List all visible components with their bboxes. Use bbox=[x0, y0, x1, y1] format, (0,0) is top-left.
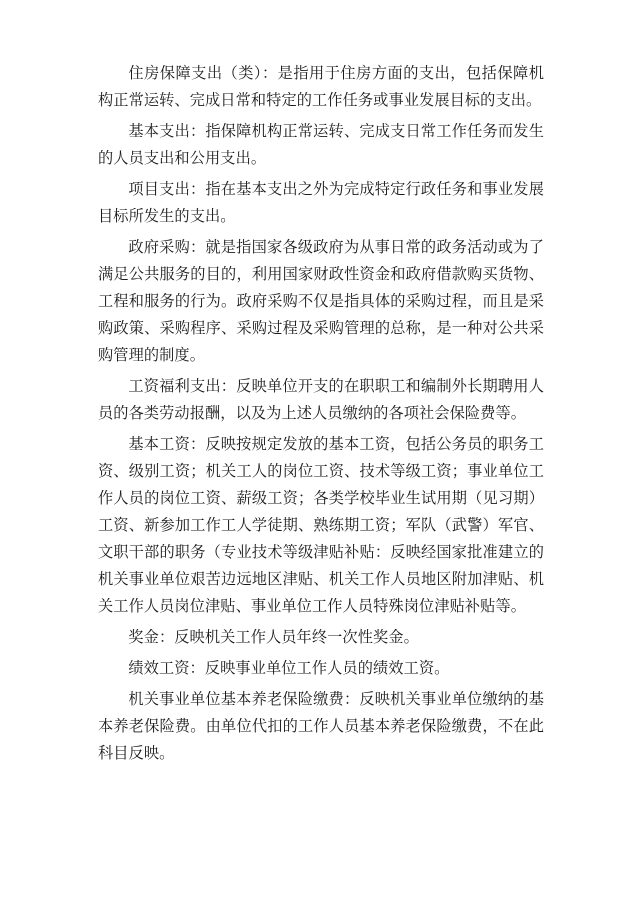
paragraph-performance-salary: 绩效工资：反映事业单位工作人员的绩效工资。 bbox=[128, 659, 450, 677]
paragraph-housing-expenditure: 住房保障支出（类）：是指用于住房方面的支出，包括保障机构正常运转、完成日常和特定的工作任务或事业发展目标的支出。 bbox=[98, 64, 544, 109]
paragraph-salary-welfare: 工资福利支出：反映单位开支的在职职工和编制外长期聘用人员的各类劳动报酬，以及为上述人员缴纳的各项社会保险费等。 bbox=[98, 377, 544, 422]
paragraph-government-procurement: 政府采购：就是指国家各级政府为从事日常的政务活动或为了满足公共服务的目的，利用国家财政性资金和政府借款购买货物、工程和服务的行为。政府采购不仅是指具体的采购过程，而且是采购政策、采购程序、采购过程及采购管理的总称，是一种对公共采购管理的制度。 bbox=[98, 238, 544, 364]
paragraph-project-expenditure: 项目支出：指在基本支出之外为完成特定行政任务和事业发展目标所发生的支出。 bbox=[98, 180, 544, 225]
document-page bbox=[98, 60, 544, 771]
paragraph-basic-expenditure: 基本支出：指保障机构正常运转、完成支日常工作任务而发生的人员支出和公用支出。 bbox=[98, 122, 544, 167]
paragraph-pension-insurance: 机关事业单位基本养老保险缴费：反映机关事业单位缴纳的基本养老保险费。由单位代扣的工作人员基本养老保险缴费，不在此科目反映。 bbox=[98, 690, 544, 762]
paragraph-basic-salary: 基本工资：反映按规定发放的基本工资，包括公务员的职务工资、级别工资；机关工人的岗位工资、技术等级工资；事业单位工作人员的岗位工资、薪级工资；各类学校毕业生试用期（见习期）工资、新参加工作工人学徒期、熟练期工资；军队（武警）军官、文职干部的职务（专业技术等级津贴补贴：反映经国家批准建立的机关事业单位艰苦边远地区津贴、机关工作人员地区附加津贴、机关工作人员岗位津贴、事业单位工作人员特殊岗位津贴补贴等。 bbox=[98, 435, 544, 615]
paragraph-bonus: 奖金：反映机关工作人员年终一次性奖金。 bbox=[128, 628, 419, 646]
